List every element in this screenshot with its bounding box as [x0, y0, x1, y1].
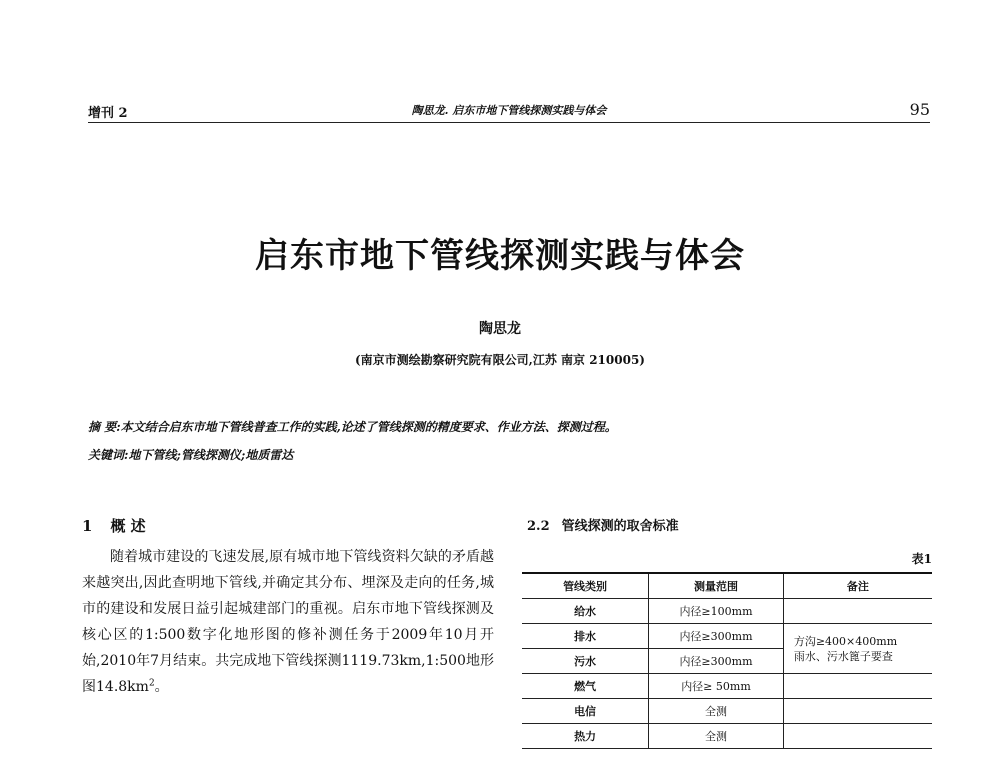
paragraph-text: 随着城市建设的飞速发展,原有城市地下管线资料欠缺的矛盾越来越突出,因此查明地下管线,并确定其分布、埋深及走向的任务,城市的建设和发展日益引起城建部门的重视。启东市地下管线探测及核心区的1:500数字化地形图的修补测任务于2009年10月开始,2010年7月结束。共完成地下管线探测1119.73km,1:500地形图14.8km	[82, 549, 494, 695]
remark-line-2: 雨水、污水篦子要查	[793, 649, 893, 663]
running-header	[88, 102, 930, 123]
cell-type: 燃气	[522, 674, 649, 699]
header-cell-range: 测量范围	[649, 573, 784, 599]
author-name: 陶思龙	[479, 321, 521, 337]
table-row	[522, 599, 932, 624]
section-1-heading	[82, 515, 494, 536]
author-affiliation: (南京市测绘勘察研究院有限公司,江苏 南京 210005)	[355, 353, 645, 367]
remark-line-1: 方沟≥400×400mm	[793, 634, 898, 648]
journal-issue: 增刊 2	[88, 106, 128, 121]
cell-remark	[783, 674, 932, 699]
table-row	[522, 724, 932, 749]
page-number: 95	[909, 100, 930, 119]
keywords-label: 关键词	[88, 448, 125, 462]
cell-range: 内径≥100mm	[649, 599, 784, 624]
section-1-title: 概 述	[110, 517, 146, 535]
section-2-2-title: 管线探测的取舍标准	[561, 519, 679, 534]
table-row	[522, 674, 932, 699]
article-title: 启东市地下管线探测实践与体会	[255, 236, 745, 276]
pipeline-criteria-table	[522, 572, 932, 749]
header-cell-type: 管线类别	[522, 573, 649, 599]
cell-range: 内径≥300mm	[649, 649, 784, 674]
keywords-text: :地下管线;管线探测仪;地质雷达	[124, 448, 294, 462]
section-2-2-number: 2.2	[527, 519, 550, 534]
cell-type: 污水	[522, 649, 649, 674]
cell-range: 全测	[649, 724, 784, 749]
cell-remark	[783, 599, 932, 624]
table-row	[522, 624, 932, 649]
section-1-number: 1	[82, 517, 93, 535]
section-1-paragraph	[82, 544, 494, 700]
keywords	[88, 446, 930, 463]
cell-remark	[783, 724, 932, 749]
area-unit-superscript: 2	[148, 678, 155, 689]
table-header-row	[522, 573, 932, 599]
cell-remark-merged	[783, 624, 932, 674]
right-column	[527, 515, 932, 743]
cell-range: 内径≥300mm	[649, 624, 784, 649]
cell-type: 排水	[522, 624, 649, 649]
abstract	[88, 418, 930, 435]
cell-type: 热力	[522, 724, 649, 749]
cell-range: 内径≥ 50mm	[649, 674, 784, 699]
left-column	[82, 515, 494, 700]
running-title: 陶思龙. 启东市地下管线探测实践与体会	[411, 104, 607, 117]
abstract-label: 摘 要	[88, 420, 117, 434]
table-1-label: 表1	[911, 552, 932, 566]
table-row	[522, 699, 932, 724]
cell-type: 给水	[522, 599, 649, 624]
cell-type: 电信	[522, 699, 649, 724]
section-2-2-heading	[527, 515, 932, 534]
abstract-text: :本文结合启东市地下管线普查工作的实践,论述了管线探测的精度要求、作业方法、探测过程。	[116, 420, 617, 434]
paragraph-end: 。	[154, 679, 169, 695]
cell-remark	[783, 699, 932, 724]
cell-range: 全测	[649, 699, 784, 724]
header-cell-remark: 备注	[783, 573, 932, 599]
